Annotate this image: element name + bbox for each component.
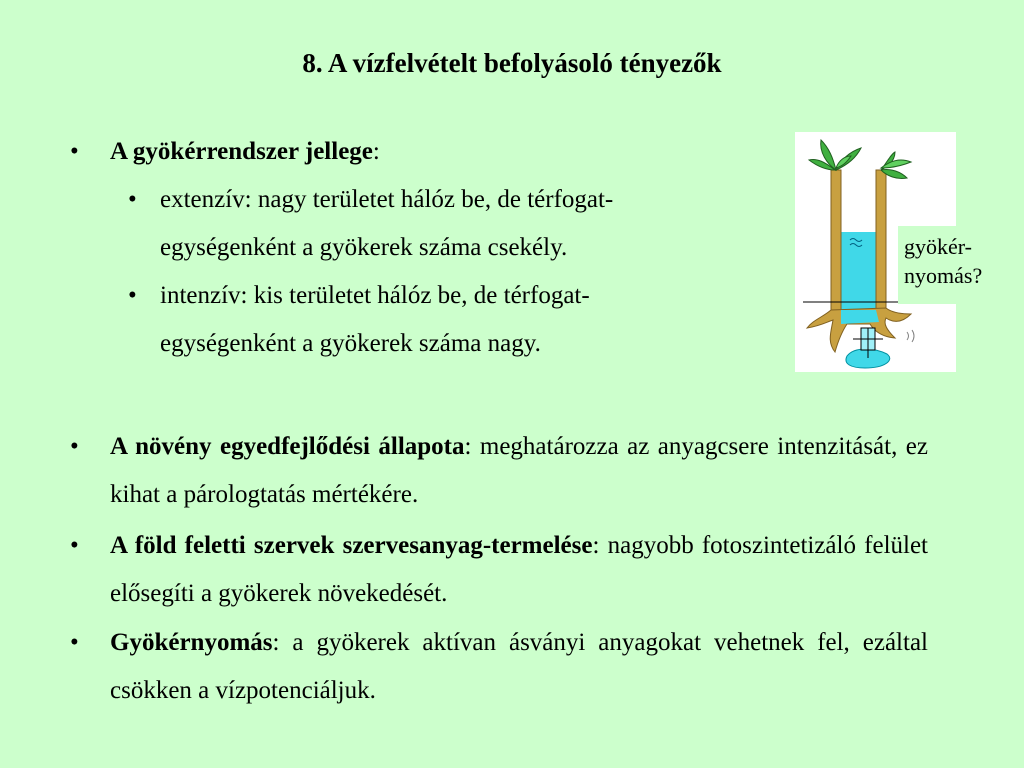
bullet-marker: • [70,629,79,656]
development-heading: A növény egyedfejlődési állapota [110,433,465,460]
sub-bullet-extensive [128,176,800,272]
production-text: : nagyobb fotoszintetizáló felület elősegíti a gyökerek növekedését. [110,532,928,607]
root-water [841,310,879,324]
root-system-colon: : [372,138,380,165]
bullet-marker: • [128,282,137,309]
development-text: : meghatározza az anyagcsere intenzitását, ez kihat a párologtatás mértékére. [110,433,928,508]
label-line2: nyomás? [904,263,983,288]
bullet-root-system [70,128,770,176]
pressure-waves-icon [907,330,914,342]
bullet-marker: • [128,186,137,213]
slide-title: 8. A vízfelvételt befolyásoló tényezők [302,48,722,78]
intensive-line1: intenzív: kis területet hálóz be, de térfogat- [160,282,590,309]
extensive-line2: egységenként a gyökerek száma csekély. [160,234,568,261]
water-column [841,232,876,312]
root-system-heading: A gyökérrendszer jellege [110,138,373,165]
bullet-marker: • [70,138,79,165]
bullet-production [70,522,928,618]
stem-wall-right [876,170,886,310]
bullet-root-pressure [70,619,928,715]
label-line1: gyökér- [904,234,972,259]
stem-wall-left [831,170,841,310]
root-pressure-text: : a gyökerek aktívan ásványi anyagokat vehetnek fel, ezáltal csökken a vízpotenciáljuk. [110,629,928,704]
extensive-line1: extenzív: nagy területet hálóz be, de térfogat- [160,186,614,213]
root-pressure-label [898,226,1016,304]
production-heading: A föld feletti szervek szervesanyag-termelése [110,532,593,559]
sub-bullet-intensive [128,272,800,368]
intensive-line2: egységenként a gyökerek száma nagy. [160,330,541,357]
bullet-marker: • [70,532,79,559]
bullet-marker: • [70,433,79,460]
root-pressure-heading: Gyökérnyomás [110,629,273,656]
bullet-development [70,423,928,519]
